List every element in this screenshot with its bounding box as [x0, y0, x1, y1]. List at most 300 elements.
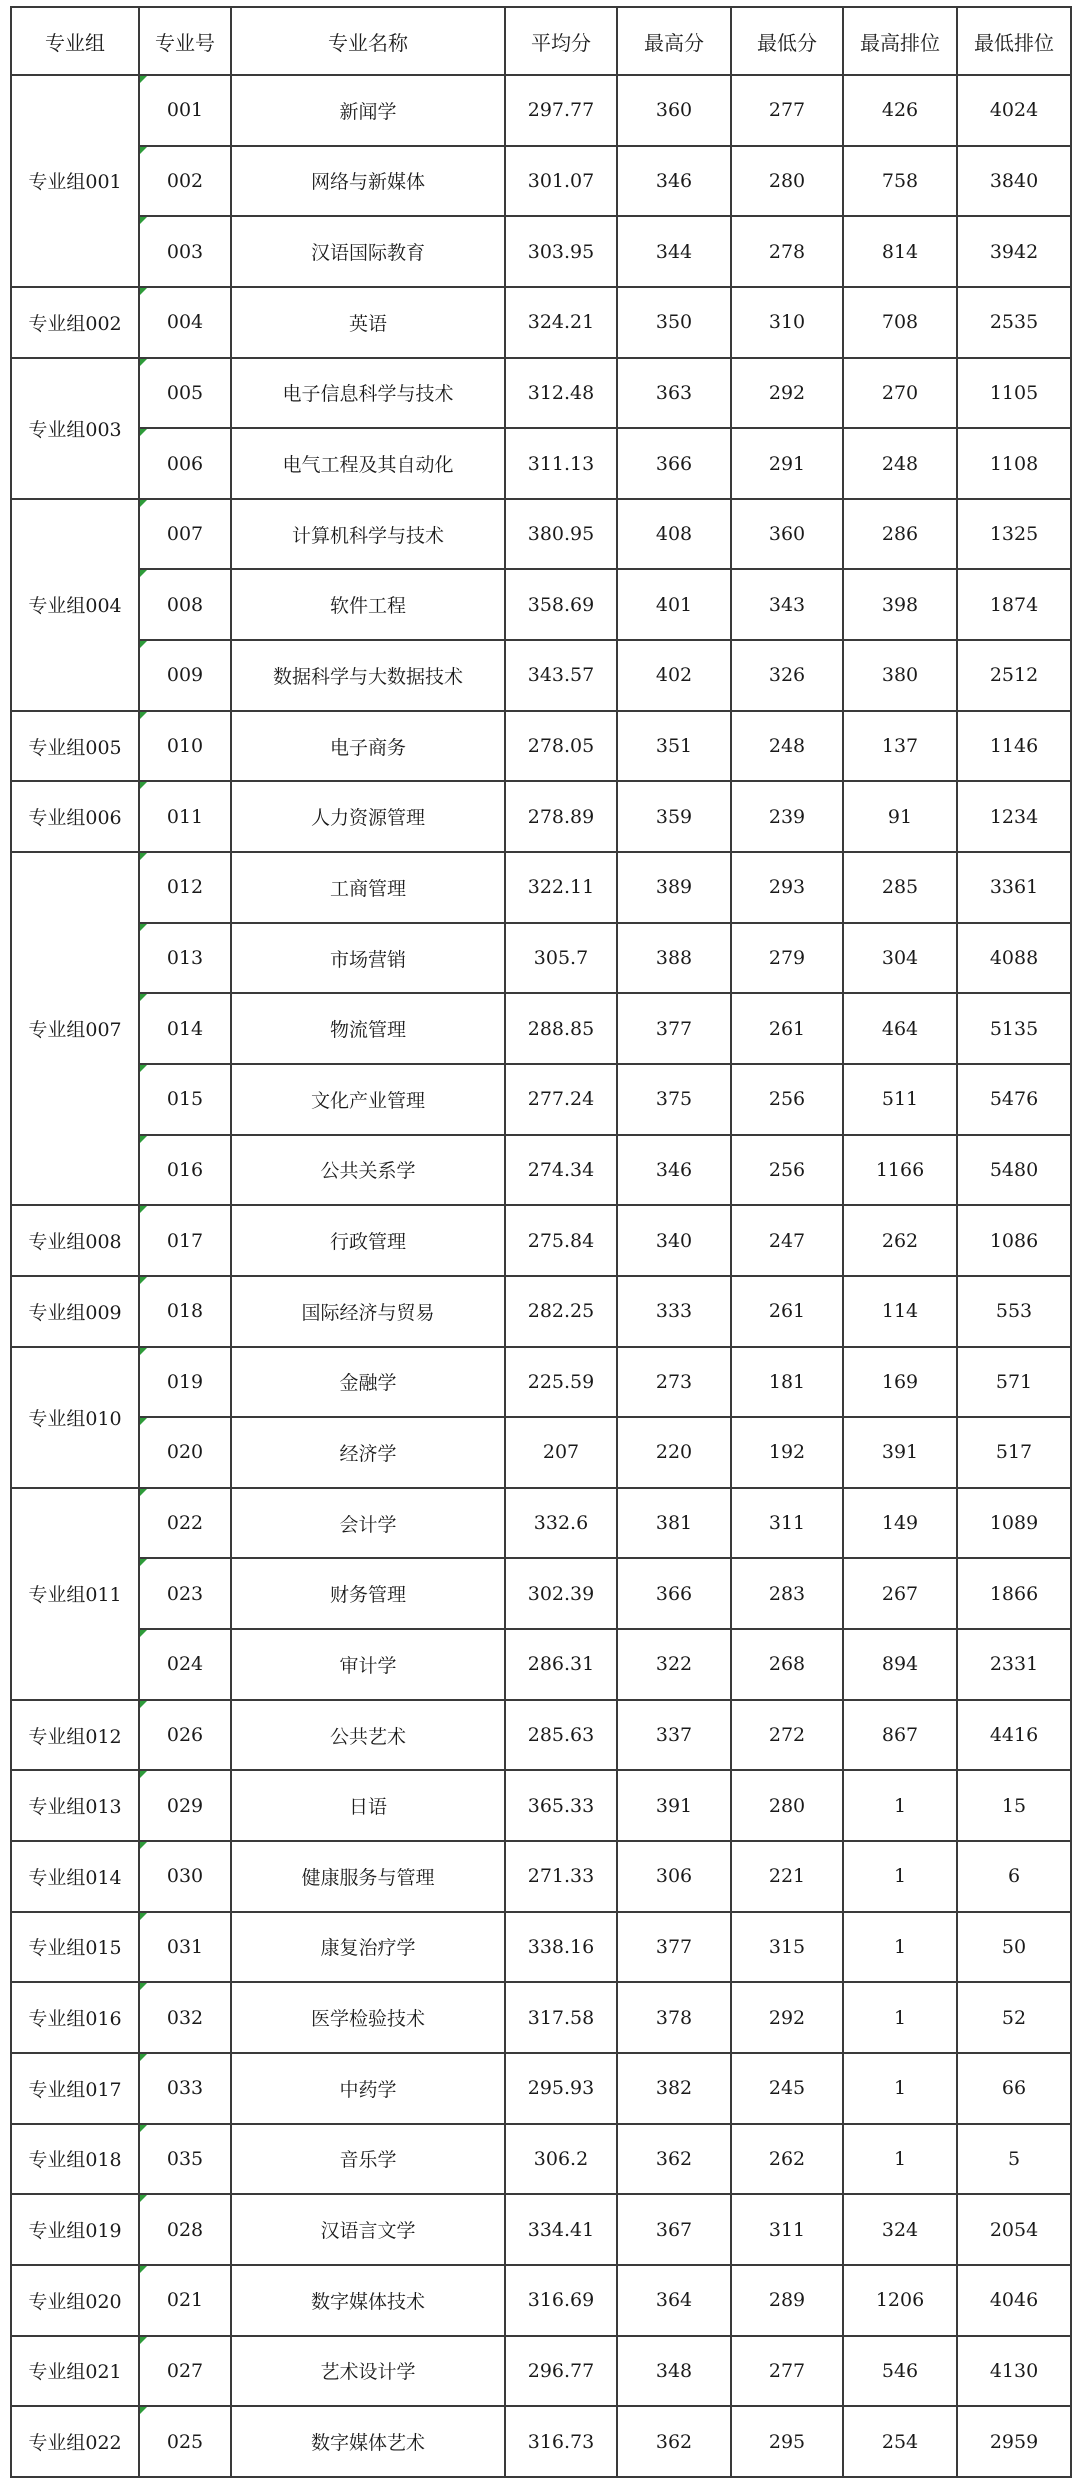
min-rank-cell: 50 — [957, 1912, 1071, 1983]
major-code-cell: 025 — [139, 2406, 231, 2477]
major-name-cell: 行政管理 — [231, 1205, 505, 1276]
major-code-cell: 004 — [139, 287, 231, 358]
major-code-cell: 035 — [139, 2124, 231, 2195]
table-row — [11, 1064, 1071, 1135]
table-row — [11, 1629, 1071, 1700]
max-rank-cell: 248 — [843, 428, 957, 499]
max-rank-cell: 464 — [843, 993, 957, 1064]
major-code-cell: 002 — [139, 146, 231, 217]
min-score-cell: 292 — [731, 1982, 843, 2053]
table-body — [11, 75, 1071, 2477]
major-name-cell: 汉语言文学 — [231, 2194, 505, 2265]
max-rank-cell: 1 — [843, 2053, 957, 2124]
max-score-cell: 363 — [617, 358, 731, 429]
table-row — [11, 569, 1071, 640]
min-score-cell: 261 — [731, 1276, 843, 1347]
group-cell: 专业组018 — [11, 2124, 139, 2195]
min-score-cell: 261 — [731, 993, 843, 1064]
group-cell: 专业组007 — [11, 852, 139, 1205]
max-score-cell: 348 — [617, 2336, 731, 2407]
avg-score-cell: 303.95 — [505, 216, 617, 287]
avg-score-cell: 324.21 — [505, 287, 617, 358]
min-score-cell: 360 — [731, 499, 843, 570]
max-score-cell: 350 — [617, 287, 731, 358]
avg-score-cell: 286.31 — [505, 1629, 617, 1700]
group-cell: 专业组004 — [11, 499, 139, 711]
min-score-cell: 295 — [731, 2406, 843, 2477]
table-row — [11, 1417, 1071, 1488]
max-score-cell: 382 — [617, 2053, 731, 2124]
table-row — [11, 428, 1071, 499]
major-code-cell: 029 — [139, 1770, 231, 1841]
min-rank-cell: 2535 — [957, 287, 1071, 358]
max-score-cell: 366 — [617, 1558, 731, 1629]
major-code-cell: 018 — [139, 1276, 231, 1347]
major-code-cell: 006 — [139, 428, 231, 499]
min-score-cell: 272 — [731, 1700, 843, 1771]
max-score-cell: 377 — [617, 1912, 731, 1983]
max-rank-cell: 1 — [843, 1982, 957, 2053]
header-min-rank: 最低排位 — [957, 7, 1071, 75]
min-rank-cell: 5135 — [957, 993, 1071, 1064]
max-score-cell: 346 — [617, 1135, 731, 1206]
max-score-cell: 346 — [617, 146, 731, 217]
avg-score-cell: 317.58 — [505, 1982, 617, 2053]
major-code-cell: 020 — [139, 1417, 231, 1488]
avg-score-cell: 322.11 — [505, 852, 617, 923]
major-code-cell: 017 — [139, 1205, 231, 1276]
min-rank-cell: 4024 — [957, 75, 1071, 146]
avg-score-cell: 306.2 — [505, 2124, 617, 2195]
max-score-cell: 360 — [617, 75, 731, 146]
major-name-cell: 计算机科学与技术 — [231, 499, 505, 570]
max-score-cell: 388 — [617, 923, 731, 994]
major-code-cell: 032 — [139, 1982, 231, 2053]
max-score-cell: 401 — [617, 569, 731, 640]
major-code-cell: 007 — [139, 499, 231, 570]
major-name-cell: 国际经济与贸易 — [231, 1276, 505, 1347]
max-rank-cell: 270 — [843, 358, 957, 429]
table-row — [11, 216, 1071, 287]
max-score-cell: 381 — [617, 1488, 731, 1559]
major-name-cell: 日语 — [231, 1770, 505, 1841]
min-score-cell: 289 — [731, 2265, 843, 2336]
major-name-cell: 汉语国际教育 — [231, 216, 505, 287]
min-rank-cell: 4046 — [957, 2265, 1071, 2336]
table-row — [11, 1205, 1071, 1276]
max-rank-cell: 511 — [843, 1064, 957, 1135]
avg-score-cell: 332.6 — [505, 1488, 617, 1559]
group-cell: 专业组001 — [11, 75, 139, 287]
max-score-cell: 322 — [617, 1629, 731, 1700]
group-cell: 专业组017 — [11, 2053, 139, 2124]
header-min: 最低分 — [731, 7, 843, 75]
group-cell: 专业组009 — [11, 1276, 139, 1347]
group-cell: 专业组011 — [11, 1488, 139, 1700]
max-rank-cell: 91 — [843, 781, 957, 852]
avg-score-cell: 275.84 — [505, 1205, 617, 1276]
table-row — [11, 287, 1071, 358]
max-rank-cell: 137 — [843, 711, 957, 782]
min-score-cell: 280 — [731, 146, 843, 217]
major-code-cell: 005 — [139, 358, 231, 429]
table-row — [11, 1841, 1071, 1912]
table-row — [11, 923, 1071, 994]
avg-score-cell: 295.93 — [505, 2053, 617, 2124]
min-rank-cell: 1866 — [957, 1558, 1071, 1629]
major-name-cell: 电子商务 — [231, 711, 505, 782]
avg-score-cell: 312.48 — [505, 358, 617, 429]
avg-score-cell: 271.33 — [505, 1841, 617, 1912]
major-code-cell: 012 — [139, 852, 231, 923]
major-name-cell: 康复治疗学 — [231, 1912, 505, 1983]
max-score-cell: 364 — [617, 2265, 731, 2336]
major-name-cell: 英语 — [231, 287, 505, 358]
max-rank-cell: 1 — [843, 1841, 957, 1912]
major-name-cell: 数字媒体技术 — [231, 2265, 505, 2336]
major-code-cell: 031 — [139, 1912, 231, 1983]
table-row — [11, 1558, 1071, 1629]
avg-score-cell: 316.73 — [505, 2406, 617, 2477]
group-cell: 专业组014 — [11, 1841, 139, 1912]
min-rank-cell: 3361 — [957, 852, 1071, 923]
min-rank-cell: 4088 — [957, 923, 1071, 994]
min-score-cell: 256 — [731, 1135, 843, 1206]
group-cell: 专业组003 — [11, 358, 139, 499]
max-rank-cell: 380 — [843, 640, 957, 711]
table-row — [11, 146, 1071, 217]
major-code-cell: 011 — [139, 781, 231, 852]
min-rank-cell: 52 — [957, 1982, 1071, 2053]
major-name-cell: 市场营销 — [231, 923, 505, 994]
major-name-cell: 文化产业管理 — [231, 1064, 505, 1135]
min-score-cell: 268 — [731, 1629, 843, 1700]
avg-score-cell: 316.69 — [505, 2265, 617, 2336]
table-row — [11, 2194, 1071, 2265]
min-score-cell: 343 — [731, 569, 843, 640]
group-cell: 专业组016 — [11, 1982, 139, 2053]
major-code-cell: 003 — [139, 216, 231, 287]
avg-score-cell: 278.89 — [505, 781, 617, 852]
max-rank-cell: 546 — [843, 2336, 957, 2407]
major-name-cell: 物流管理 — [231, 993, 505, 1064]
min-rank-cell: 4416 — [957, 1700, 1071, 1771]
group-cell: 专业组020 — [11, 2265, 139, 2336]
avg-score-cell: 285.63 — [505, 1700, 617, 1771]
max-rank-cell: 304 — [843, 923, 957, 994]
avg-score-cell: 225.59 — [505, 1347, 617, 1418]
major-code-cell: 016 — [139, 1135, 231, 1206]
max-score-cell: 378 — [617, 1982, 731, 2053]
admission-scores-table — [10, 6, 1072, 2478]
table-row — [11, 852, 1071, 923]
min-score-cell: 280 — [731, 1770, 843, 1841]
max-rank-cell: 391 — [843, 1417, 957, 1488]
max-rank-cell: 1 — [843, 1912, 957, 1983]
min-score-cell: 291 — [731, 428, 843, 499]
major-code-cell: 026 — [139, 1700, 231, 1771]
min-score-cell: 245 — [731, 2053, 843, 2124]
group-cell: 专业组005 — [11, 711, 139, 782]
max-rank-cell: 426 — [843, 75, 957, 146]
min-score-cell: 293 — [731, 852, 843, 923]
major-code-cell: 033 — [139, 2053, 231, 2124]
major-code-cell: 019 — [139, 1347, 231, 1418]
major-name-cell: 网络与新媒体 — [231, 146, 505, 217]
min-score-cell: 247 — [731, 1205, 843, 1276]
min-score-cell: 326 — [731, 640, 843, 711]
major-name-cell: 公共关系学 — [231, 1135, 505, 1206]
group-cell: 专业组010 — [11, 1347, 139, 1488]
major-code-cell: 014 — [139, 993, 231, 1064]
max-rank-cell: 324 — [843, 2194, 957, 2265]
min-score-cell: 277 — [731, 2336, 843, 2407]
table-row — [11, 1982, 1071, 2053]
major-name-cell: 会计学 — [231, 1488, 505, 1559]
table-row — [11, 781, 1071, 852]
major-name-cell: 电子信息科学与技术 — [231, 358, 505, 429]
major-name-cell: 金融学 — [231, 1347, 505, 1418]
max-rank-cell: 894 — [843, 1629, 957, 1700]
table-row — [11, 2124, 1071, 2195]
min-rank-cell: 2331 — [957, 1629, 1071, 1700]
avg-score-cell: 207 — [505, 1417, 617, 1488]
major-name-cell: 健康服务与管理 — [231, 1841, 505, 1912]
max-score-cell: 220 — [617, 1417, 731, 1488]
min-rank-cell: 3840 — [957, 146, 1071, 217]
max-rank-cell: 1166 — [843, 1135, 957, 1206]
max-score-cell: 391 — [617, 1770, 731, 1841]
max-score-cell: 377 — [617, 993, 731, 1064]
avg-score-cell: 358.69 — [505, 569, 617, 640]
avg-score-cell: 380.95 — [505, 499, 617, 570]
header-code: 专业号 — [139, 7, 231, 75]
max-score-cell: 359 — [617, 781, 731, 852]
major-name-cell: 工商管理 — [231, 852, 505, 923]
max-score-cell: 351 — [617, 711, 731, 782]
major-name-cell: 审计学 — [231, 1629, 505, 1700]
header-max: 最高分 — [617, 7, 731, 75]
table-row — [11, 75, 1071, 146]
max-rank-cell: 1 — [843, 2124, 957, 2195]
max-rank-cell: 1206 — [843, 2265, 957, 2336]
min-rank-cell: 1105 — [957, 358, 1071, 429]
avg-score-cell: 338.16 — [505, 1912, 617, 1983]
major-name-cell: 新闻学 — [231, 75, 505, 146]
major-name-cell: 公共艺术 — [231, 1700, 505, 1771]
max-rank-cell: 286 — [843, 499, 957, 570]
major-code-cell: 021 — [139, 2265, 231, 2336]
major-code-cell: 024 — [139, 1629, 231, 1700]
table-row — [11, 358, 1071, 429]
table-row — [11, 499, 1071, 570]
min-rank-cell: 571 — [957, 1347, 1071, 1418]
max-score-cell: 362 — [617, 2124, 731, 2195]
min-rank-cell: 1089 — [957, 1488, 1071, 1559]
min-rank-cell: 1234 — [957, 781, 1071, 852]
major-name-cell: 医学检验技术 — [231, 1982, 505, 2053]
min-score-cell: 311 — [731, 1488, 843, 1559]
table-row — [11, 993, 1071, 1064]
avg-score-cell: 365.33 — [505, 1770, 617, 1841]
min-score-cell: 277 — [731, 75, 843, 146]
max-score-cell: 273 — [617, 1347, 731, 1418]
major-name-cell: 财务管理 — [231, 1558, 505, 1629]
group-cell: 专业组013 — [11, 1770, 139, 1841]
min-rank-cell: 517 — [957, 1417, 1071, 1488]
min-rank-cell: 5476 — [957, 1064, 1071, 1135]
max-rank-cell: 169 — [843, 1347, 957, 1418]
major-code-cell: 027 — [139, 2336, 231, 2407]
max-rank-cell: 262 — [843, 1205, 957, 1276]
table-row — [11, 2265, 1071, 2336]
min-score-cell: 221 — [731, 1841, 843, 1912]
table-row — [11, 1488, 1071, 1559]
min-rank-cell: 5 — [957, 2124, 1071, 2195]
max-rank-cell: 114 — [843, 1276, 957, 1347]
major-code-cell: 028 — [139, 2194, 231, 2265]
header-group: 专业组 — [11, 7, 139, 75]
min-score-cell: 181 — [731, 1347, 843, 1418]
table-row — [11, 1700, 1071, 1771]
max-score-cell: 306 — [617, 1841, 731, 1912]
min-score-cell: 239 — [731, 781, 843, 852]
max-rank-cell: 708 — [843, 287, 957, 358]
avg-score-cell: 302.39 — [505, 1558, 617, 1629]
max-score-cell: 333 — [617, 1276, 731, 1347]
max-rank-cell: 398 — [843, 569, 957, 640]
min-rank-cell: 1108 — [957, 428, 1071, 499]
group-cell: 专业组022 — [11, 2406, 139, 2477]
min-score-cell: 192 — [731, 1417, 843, 1488]
min-score-cell: 248 — [731, 711, 843, 782]
min-rank-cell: 2959 — [957, 2406, 1071, 2477]
major-code-cell: 013 — [139, 923, 231, 994]
max-score-cell: 340 — [617, 1205, 731, 1276]
min-rank-cell: 1086 — [957, 1205, 1071, 1276]
major-name-cell: 软件工程 — [231, 569, 505, 640]
group-cell: 专业组008 — [11, 1205, 139, 1276]
avg-score-cell: 297.77 — [505, 75, 617, 146]
group-cell: 专业组015 — [11, 1912, 139, 1983]
max-score-cell: 366 — [617, 428, 731, 499]
major-name-cell: 人力资源管理 — [231, 781, 505, 852]
min-rank-cell: 2512 — [957, 640, 1071, 711]
header-max-rank: 最高排位 — [843, 7, 957, 75]
min-rank-cell: 1874 — [957, 569, 1071, 640]
major-name-cell: 中药学 — [231, 2053, 505, 2124]
table-row — [11, 1276, 1071, 1347]
table-row — [11, 1135, 1071, 1206]
max-rank-cell: 1 — [843, 1770, 957, 1841]
table-row — [11, 640, 1071, 711]
table-row — [11, 711, 1071, 782]
max-rank-cell: 254 — [843, 2406, 957, 2477]
avg-score-cell: 278.05 — [505, 711, 617, 782]
table-row — [11, 1770, 1071, 1841]
avg-score-cell: 274.34 — [505, 1135, 617, 1206]
table-row — [11, 1912, 1071, 1983]
header-name: 专业名称 — [231, 7, 505, 75]
min-score-cell: 278 — [731, 216, 843, 287]
major-code-cell: 010 — [139, 711, 231, 782]
min-rank-cell: 1325 — [957, 499, 1071, 570]
group-cell: 专业组012 — [11, 1700, 139, 1771]
header-row — [11, 7, 1071, 75]
major-name-cell: 经济学 — [231, 1417, 505, 1488]
table-row — [11, 2053, 1071, 2124]
avg-score-cell: 343.57 — [505, 640, 617, 711]
min-rank-cell: 2054 — [957, 2194, 1071, 2265]
max-score-cell: 408 — [617, 499, 731, 570]
major-code-cell: 001 — [139, 75, 231, 146]
major-code-cell: 009 — [139, 640, 231, 711]
major-code-cell: 015 — [139, 1064, 231, 1135]
avg-score-cell: 296.77 — [505, 2336, 617, 2407]
min-score-cell: 292 — [731, 358, 843, 429]
major-name-cell: 艺术设计学 — [231, 2336, 505, 2407]
min-score-cell: 311 — [731, 2194, 843, 2265]
max-score-cell: 344 — [617, 216, 731, 287]
major-code-cell: 022 — [139, 1488, 231, 1559]
max-rank-cell: 149 — [843, 1488, 957, 1559]
major-name-cell: 数据科学与大数据技术 — [231, 640, 505, 711]
max-score-cell: 362 — [617, 2406, 731, 2477]
max-rank-cell: 285 — [843, 852, 957, 923]
min-score-cell: 315 — [731, 1912, 843, 1983]
major-name-cell: 数字媒体艺术 — [231, 2406, 505, 2477]
avg-score-cell: 311.13 — [505, 428, 617, 499]
min-rank-cell: 5480 — [957, 1135, 1071, 1206]
max-score-cell: 367 — [617, 2194, 731, 2265]
major-name-cell: 电气工程及其自动化 — [231, 428, 505, 499]
avg-score-cell: 282.25 — [505, 1276, 617, 1347]
major-code-cell: 030 — [139, 1841, 231, 1912]
table-row — [11, 1347, 1071, 1418]
max-rank-cell: 267 — [843, 1558, 957, 1629]
max-rank-cell: 758 — [843, 146, 957, 217]
min-rank-cell: 1146 — [957, 711, 1071, 782]
avg-score-cell: 288.85 — [505, 993, 617, 1064]
max-score-cell: 375 — [617, 1064, 731, 1135]
table-row — [11, 2336, 1071, 2407]
min-score-cell: 310 — [731, 287, 843, 358]
max-rank-cell: 867 — [843, 1700, 957, 1771]
major-name-cell: 音乐学 — [231, 2124, 505, 2195]
max-rank-cell: 814 — [843, 216, 957, 287]
max-score-cell: 402 — [617, 640, 731, 711]
group-cell: 专业组002 — [11, 287, 139, 358]
min-rank-cell: 3942 — [957, 216, 1071, 287]
header-avg: 平均分 — [505, 7, 617, 75]
min-rank-cell: 6 — [957, 1841, 1071, 1912]
major-code-cell: 008 — [139, 569, 231, 640]
max-score-cell: 337 — [617, 1700, 731, 1771]
min-score-cell: 262 — [731, 2124, 843, 2195]
group-cell: 专业组019 — [11, 2194, 139, 2265]
min-rank-cell: 66 — [957, 2053, 1071, 2124]
table-row — [11, 2406, 1071, 2477]
max-score-cell: 389 — [617, 852, 731, 923]
group-cell: 专业组006 — [11, 781, 139, 852]
min-score-cell: 256 — [731, 1064, 843, 1135]
group-cell: 专业组021 — [11, 2336, 139, 2407]
major-code-cell: 023 — [139, 1558, 231, 1629]
avg-score-cell: 277.24 — [505, 1064, 617, 1135]
min-rank-cell: 15 — [957, 1770, 1071, 1841]
min-score-cell: 283 — [731, 1558, 843, 1629]
avg-score-cell: 334.41 — [505, 2194, 617, 2265]
